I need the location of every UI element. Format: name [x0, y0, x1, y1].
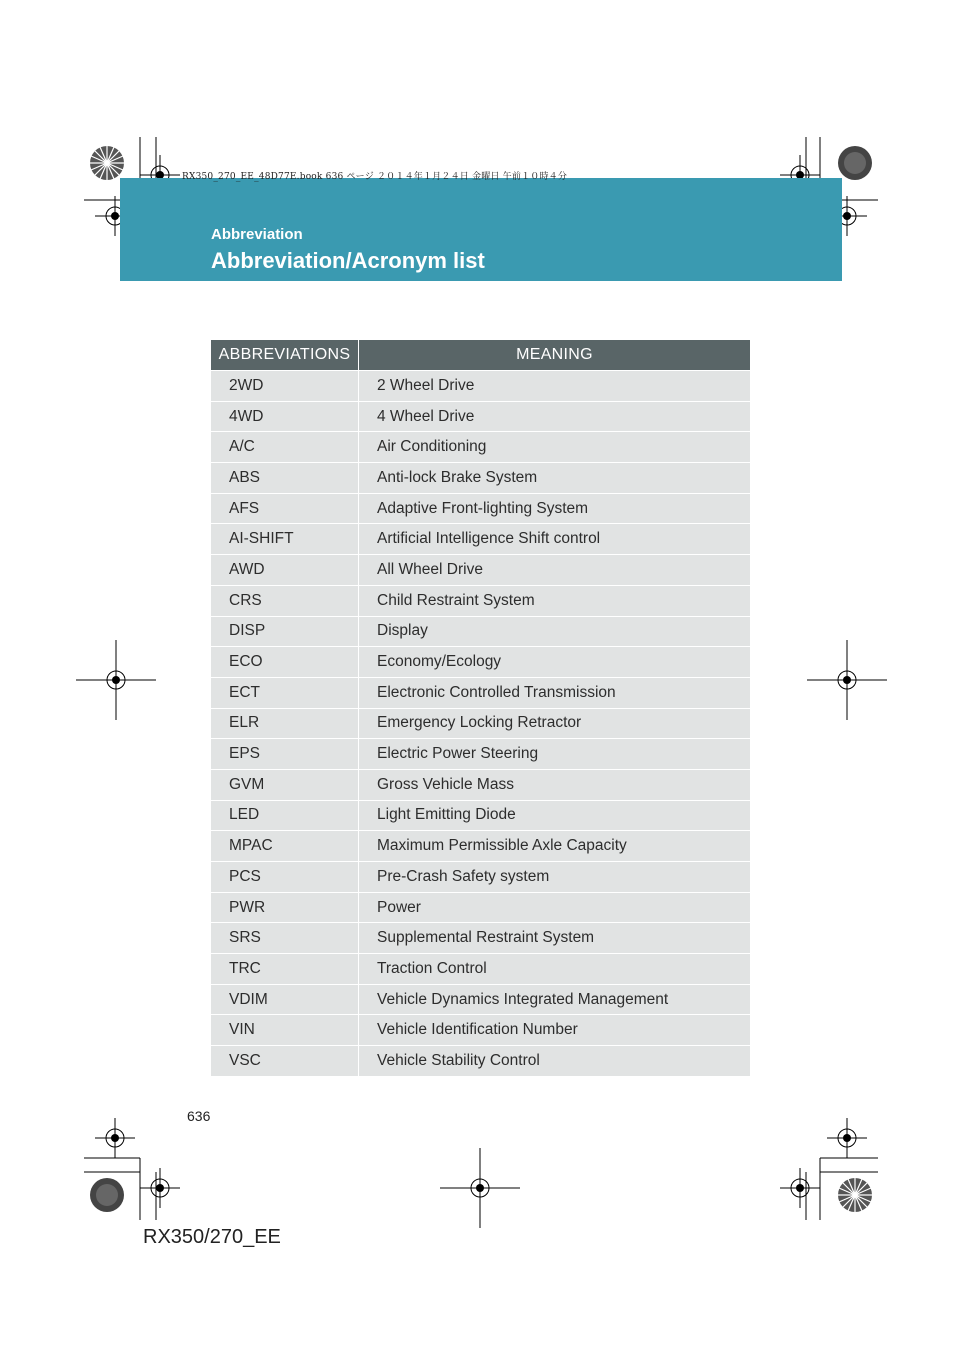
abbreviation-cell: LED [211, 800, 359, 831]
abbreviation-cell: MPAC [211, 831, 359, 862]
table-row [211, 1015, 750, 1046]
table-row [211, 555, 750, 586]
abbreviation-cell: ECO [211, 647, 359, 678]
print-slug: RX350_270_EE_48D77E.book 636 ページ ２０１４年１月２４日 金曜日 午前１０時４分 [182, 172, 568, 182]
abbreviation-cell: VSC [211, 1046, 359, 1076]
meaning-cell: Vehicle Stability Control [359, 1046, 751, 1076]
meaning-cell: Child Restraint System [359, 585, 751, 616]
meaning-cell: Power [359, 892, 751, 923]
meaning-cell: Emergency Locking Retractor [359, 708, 751, 739]
meaning-cell: Traction Control [359, 954, 751, 985]
abbreviation-cell: AI-SHIFT [211, 524, 359, 555]
abbreviation-cell: 4WD [211, 401, 359, 432]
table-row [211, 493, 750, 524]
starburst-target-icon [836, 144, 874, 182]
table-row [211, 831, 750, 862]
abbreviation-cell: ECT [211, 677, 359, 708]
table-row [211, 1046, 750, 1076]
table-row [211, 800, 750, 831]
table-row [211, 524, 750, 555]
table-row [211, 769, 750, 800]
abbreviation-cell: ABS [211, 463, 359, 494]
meaning-cell: Economy/Ecology [359, 647, 751, 678]
column-header-meaning: MEANING [359, 340, 751, 371]
meaning-cell: 4 Wheel Drive [359, 401, 751, 432]
table-row [211, 371, 750, 402]
table-row [211, 984, 750, 1015]
abbreviation-cell: GVM [211, 769, 359, 800]
model-code: RX350/270_EE [143, 1226, 281, 1248]
table-row [211, 739, 750, 770]
abbreviation-cell: SRS [211, 923, 359, 954]
meaning-cell: Maximum Permissible Axle Capacity [359, 831, 751, 862]
meaning-cell: Air Conditioning [359, 432, 751, 463]
abbreviation-cell: ELR [211, 708, 359, 739]
crosshair-circle-icon [76, 640, 156, 720]
crosshair-circle-icon [780, 1168, 820, 1208]
abbreviation-cell: AFS [211, 493, 359, 524]
meaning-cell: 2 Wheel Drive [359, 371, 751, 402]
page-number: 636 [187, 1108, 211, 1124]
meaning-cell: Electric Power Steering [359, 739, 751, 770]
page-title: Abbreviation/Acronym list [211, 248, 485, 273]
abbreviation-cell: 2WD [211, 371, 359, 402]
abbreviation-cell: VDIM [211, 984, 359, 1015]
meaning-cell: Adaptive Front-lighting System [359, 493, 751, 524]
table-row [211, 647, 750, 678]
meaning-cell: Supplemental Restraint System [359, 923, 751, 954]
table-row [211, 892, 750, 923]
meaning-cell: Artificial Intelligence Shift control [359, 524, 751, 555]
abbreviation-cell: AWD [211, 555, 359, 586]
crosshair-circle-icon [95, 1118, 135, 1158]
meaning-cell: Gross Vehicle Mass [359, 769, 751, 800]
table-row [211, 401, 750, 432]
abbreviation-cell: DISP [211, 616, 359, 647]
meaning-cell: Anti-lock Brake System [359, 463, 751, 494]
table-row [211, 677, 750, 708]
table-row [211, 862, 750, 893]
meaning-cell: Electronic Controlled Transmission [359, 677, 751, 708]
abbreviation-cell: EPS [211, 739, 359, 770]
table-row [211, 923, 750, 954]
meaning-cell: Vehicle Dynamics Integrated Management [359, 984, 751, 1015]
meaning-cell: Pre-Crash Safety system [359, 862, 751, 893]
crosshair-circle-icon [140, 1168, 180, 1208]
abbreviation-cell: PWR [211, 892, 359, 923]
abbreviation-cell: CRS [211, 585, 359, 616]
table-row [211, 585, 750, 616]
table-row [211, 708, 750, 739]
table-row [211, 616, 750, 647]
starburst-target-icon [88, 144, 126, 182]
abbreviation-table [211, 340, 750, 1076]
table-body [211, 371, 750, 1076]
crosshair-circle-icon [827, 1118, 867, 1158]
crosshair-circle-icon [807, 640, 887, 720]
column-header-abbreviations: ABBREVIATIONS [211, 340, 359, 371]
table-row [211, 954, 750, 985]
table-row [211, 432, 750, 463]
abbreviation-cell: VIN [211, 1015, 359, 1046]
starburst-target-icon [836, 1176, 874, 1214]
abbreviation-cell: PCS [211, 862, 359, 893]
meaning-cell: All Wheel Drive [359, 555, 751, 586]
abbreviation-cell: A/C [211, 432, 359, 463]
meaning-cell: Display [359, 616, 751, 647]
section-label: Abbreviation [211, 226, 303, 243]
abbreviation-cell: TRC [211, 954, 359, 985]
meaning-cell: Light Emitting Diode [359, 800, 751, 831]
table-header-row [211, 340, 750, 371]
starburst-target-icon [88, 1176, 126, 1214]
table-row [211, 463, 750, 494]
crosshair-circle-icon [440, 1148, 520, 1228]
meaning-cell: Vehicle Identification Number [359, 1015, 751, 1046]
